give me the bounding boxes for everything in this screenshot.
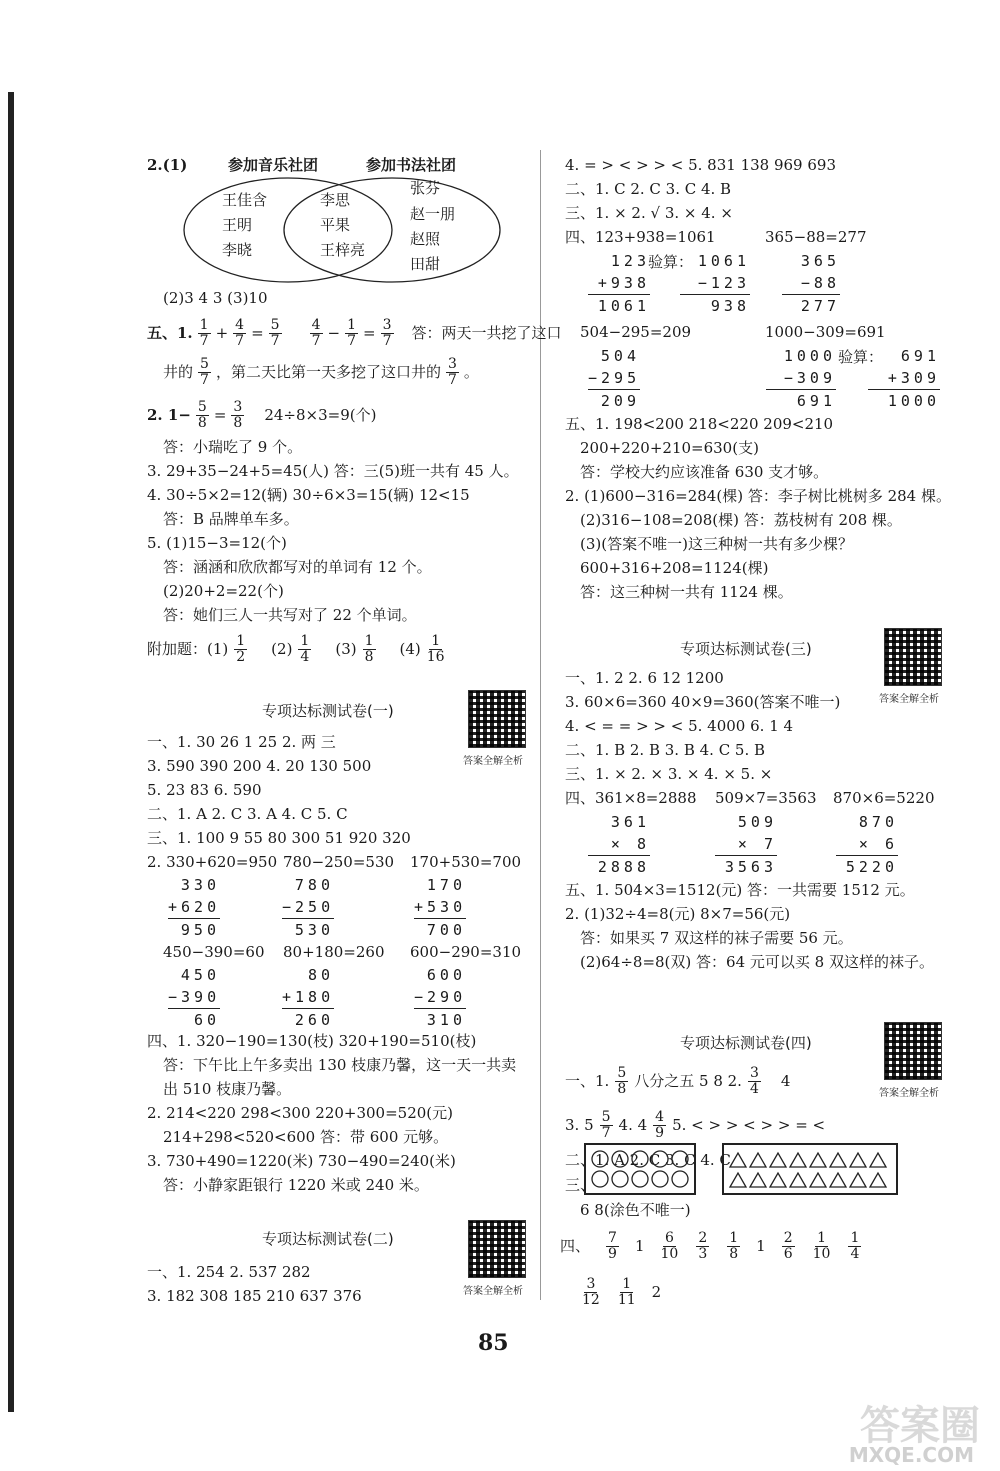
qr-code-icon[interactable] <box>884 628 942 686</box>
watermark-logo: 答案圈 <box>860 1403 980 1449</box>
w4: 4. 30÷5×2=12(辆) 30÷6×3=15(辆) 12<15 <box>147 486 470 504</box>
c5: 三、1. × 2. × 3. × 4. × 5. × <box>565 765 773 783</box>
fraction: $\frac{2}{6}$ <box>783 1229 793 1262</box>
venn-left-2: 王明 <box>222 216 253 234</box>
d5-line: 四、 $\frac{7}{9}$ 1 $\frac{6}{10}$ $\frac{2}{3}$ $\frac{1}{8}$ 1 $\frac{2}{6}$ $\frac{1}{10}$ $\frac{1}{4}$ <box>560 1229 860 1262</box>
qr-code-icon[interactable] <box>884 1022 942 1080</box>
fraction: $\frac{4}{7}$ <box>235 316 245 349</box>
w1-answer: 答：两天一共挖了这口 <box>411 324 562 342</box>
a9-2: 214+298<520<600 答：带 600 元够。 <box>163 1128 449 1146</box>
fraction: $\frac{5}{8}$ <box>617 1064 627 1097</box>
d4-answer: 6 8(涂色不唯一) <box>580 1201 691 1219</box>
fraction: $\frac{1}{8}$ <box>364 632 374 665</box>
fraction: $\frac{5}{8}$ <box>197 398 207 431</box>
fraction: $\frac{1}{4}$ <box>850 1229 860 1262</box>
check-label: 验算： <box>648 253 694 271</box>
a6-3: 170+530=700 <box>410 853 522 871</box>
w4-answer: 答：B 品牌单车多。 <box>163 510 299 528</box>
triangles-box <box>722 1143 898 1195</box>
section-title-3: 专项达标测试卷(三) <box>680 640 812 658</box>
d2-line: 3. 5 $\frac{5}{7}$ 4. 4 $\frac{4}{9}$ 5. < > > < > > = < <box>565 1108 826 1141</box>
d6-line: $\frac{3}{12}$ $\frac{1}{11}$ 2 <box>582 1275 662 1308</box>
fraction: $\frac{5}{7}$ <box>200 355 209 388</box>
r5-2: 1000−309=691 <box>765 323 886 341</box>
fraction: $\frac{5}{7}$ <box>270 316 280 349</box>
c7: 五、1. 504×3=1512(元) 答：一共需要 1512 元。 <box>565 881 915 899</box>
fraction: $\frac{1}{8}$ <box>729 1229 739 1262</box>
fraction: $\frac{1}{16}$ <box>426 632 445 665</box>
w1-line-2: 井的 $\frac{5}{7}$ ，第二天比第一天多挖了这口井的 $\frac{3}{7}$ 。 <box>163 355 479 388</box>
venn-mid-3: 王梓亮 <box>320 241 366 259</box>
b1: 一、1. 254 2. 537 282 <box>147 1263 311 1281</box>
page-edge-shadow <box>8 92 14 1412</box>
venn-mid-1: 李思 <box>320 191 351 209</box>
d3: 二、1. A 2. C 3. C 4. C <box>565 1151 731 1169</box>
r7-3: (3)(答案不唯一)这三种树一共有多少棵？ <box>580 535 853 553</box>
r4-1: 四、123+938=1061 <box>565 228 716 246</box>
fraction: $\frac{1}{7}$ <box>347 316 357 349</box>
section-title-2: 专项达标测试卷(二) <box>262 1230 394 1248</box>
vertical-calc: 780 −250 530 <box>282 876 335 939</box>
c4: 二、1. B 2. B 3. B 4. C 5. B <box>565 741 766 759</box>
c8-answer: 答：如果买 7 双这样的袜子需要 56 元。 <box>580 929 853 947</box>
fraction: $\frac{4}{9}$ <box>655 1108 665 1141</box>
fraction: $\frac{3}{7}$ <box>447 355 457 388</box>
a8-answer-2: 出 510 枝康乃馨。 <box>163 1080 292 1098</box>
w5-2: (2)20+2=22(个) <box>163 582 284 600</box>
r7-2: (2)316−108=208(棵) 答：荔枝树有 208 棵。 <box>580 511 902 529</box>
c8: 2. (1)32÷4=8(元) 8×7=56(元) <box>565 905 791 923</box>
a3: 5. 23 83 6. 590 <box>147 781 262 799</box>
qr-code-icon[interactable] <box>468 1220 526 1278</box>
fraction: $\frac{1}{7}$ <box>199 316 209 349</box>
venn-right-1: 张芬 <box>410 179 441 197</box>
d4-label: 三、 <box>565 1176 596 1194</box>
r6: 五、1. 198<200 218<220 209<210 <box>565 415 834 433</box>
c6-1: 四、361×8=2888 <box>565 789 697 807</box>
fraction: $\frac{1}{11}$ <box>617 1275 636 1308</box>
a2: 3. 590 390 200 4. 20 130 500 <box>147 757 372 775</box>
extra-line: 附加题：(1) $\frac{1}{2}$ (2) $\frac{1}{4}$ (3) $\frac{1}{8}$ (4) $\frac{1}{16}$ <box>147 632 445 665</box>
vertical-calc: 330 +620 950 <box>168 876 221 939</box>
a8-answer: 答：下午比上午多卖出 130 枝康乃馨，这一天一共卖 <box>163 1056 517 1074</box>
b2: 3. 182 308 185 210 637 376 <box>147 1287 362 1305</box>
fraction: $\frac{6}{10}$ <box>660 1229 679 1262</box>
venn-mid-2: 平果 <box>320 216 351 234</box>
check-label: 验算： <box>838 348 884 366</box>
q2-2: (2)3 4 3 (3)10 <box>163 289 268 307</box>
triangles-icon <box>724 1145 896 1193</box>
qr-code-icon[interactable] <box>468 690 526 748</box>
w2-line: 2. 1− $\frac{5}{8}$ = $\frac{3}{8}$ 24÷8×3=9(个) <box>147 398 377 431</box>
venn-music-title: 参加音乐社团 <box>228 156 319 174</box>
section-title-4: 专项达标测试卷(四) <box>680 1034 812 1052</box>
qr-caption: 答案全解全析 <box>463 756 523 767</box>
fraction: $\frac{2}{3}$ <box>698 1229 708 1262</box>
vertical-calc: 1061 −123 938 <box>680 250 750 317</box>
a10: 3. 730+490=1220(米) 730−490=240(米) <box>147 1152 456 1170</box>
fraction: $\frac{5}{7}$ <box>601 1108 611 1141</box>
c6-3: 870×6=5220 <box>833 789 935 807</box>
vertical-calc: 504 −295 209 <box>588 347 641 410</box>
d1-line: 一、1. $\frac{5}{8}$ 八分之五 5 8 2. $\frac{3}{4}$ 4 <box>565 1064 791 1097</box>
a7-2: 80+180=260 <box>283 943 385 961</box>
circles-icon <box>586 1145 694 1193</box>
qr-caption: 答案全解全析 <box>879 1088 939 1099</box>
r6-2: 200+220+210=630(支) <box>580 439 759 457</box>
a10-answer: 答：小静家距银行 1220 米或 240 米。 <box>163 1176 429 1194</box>
w3: 3. 29+35−24+5=45(人) 答：三(5)班一共有 45 人。 <box>147 462 519 480</box>
c8-2: (2)64÷8=8(双) 答：64 元可以买 8 双这样的袜子。 <box>580 953 934 971</box>
w2-answer: 答：小瑞吃了 9 个。 <box>163 438 303 456</box>
q2-label: 2.(1) <box>147 156 188 174</box>
c3: 4. < = = > > < 5. 4000 6. 1 4 <box>565 717 794 735</box>
page-number: 85 <box>478 1330 509 1356</box>
fraction: $\frac{1}{2}$ <box>236 632 246 665</box>
a4: 二、1. A 2. C 3. A 4. C 5. C <box>147 805 348 823</box>
vertical-calc: 509 × 7 3563 <box>715 811 777 878</box>
w5-answer-2: 答：她们三人一共写对了 22 个单词。 <box>163 606 417 624</box>
venn-right-2: 赵一朋 <box>410 205 456 223</box>
vertical-calc: 80 +180 260 <box>282 966 335 1029</box>
vertical-calc: 170 +530 700 <box>414 876 467 939</box>
vertical-calc: 365 −88 277 <box>782 250 840 317</box>
fraction: $\frac{3}{12}$ <box>582 1275 600 1308</box>
c6-2: 509×7=3563 <box>715 789 817 807</box>
fraction: $\frac{3}{8}$ <box>233 398 243 431</box>
qr-caption: 答案全解全析 <box>463 1286 523 1297</box>
venn-left-1: 王佳含 <box>222 191 268 209</box>
vertical-calc: 361 × 8 2888 <box>588 811 650 878</box>
w5-answer-1: 答：涵涵和欣欣都写对的单词有 12 个。 <box>163 558 432 576</box>
venn-right-3: 赵照 <box>410 230 441 248</box>
circles-box <box>584 1143 696 1195</box>
a8: 四、1. 320−190=130(枝) 320+190=510(枝) <box>147 1032 477 1050</box>
a6-1: 2. 330+620=950 <box>147 853 278 871</box>
venn-left-3: 李晓 <box>222 241 253 259</box>
section-title-1: 专项达标测试卷(一) <box>262 702 394 720</box>
w5: 5. (1)15−3=12(个) <box>147 534 287 552</box>
fraction: $\frac{1}{10}$ <box>812 1229 831 1262</box>
fraction: $\frac{3}{4}$ <box>749 1064 759 1097</box>
w1-line: 五、1. $\frac{1}{7}$ + $\frac{4}{7}$ = $\frac{5}{7}$ $\frac{4}{7}$ − $\frac{1}{7}$ = $\frac{3}{7}$ 答：两天一共挖了这口 <box>147 316 562 349</box>
vertical-calc: 691 +309 1000 <box>868 345 940 412</box>
a1: 一、1. 30 26 1 25 2. 两 三 <box>147 733 336 751</box>
r3: 三、1. × 2. √ 3. × 4. × <box>565 204 733 222</box>
fraction: $\frac{3}{7}$ <box>382 316 392 349</box>
r1: 4. = > < > > < 5. 831 138 969 693 <box>565 156 837 174</box>
vertical-calc: 123 +938 1061 <box>588 250 650 317</box>
vertical-calc: 870 × 6 5220 <box>836 811 898 878</box>
c1: 一、1. 2 2. 6 12 1200 <box>565 669 724 687</box>
r7-answer: 答：这三种树一共有 1124 棵。 <box>580 583 793 601</box>
r5-1: 504−295=209 <box>580 323 692 341</box>
vertical-calc: 1000 −309 691 <box>766 345 836 412</box>
watermark-url: MXQE.COM <box>848 1443 974 1467</box>
vertical-calc: 450 −390 60 <box>168 966 221 1029</box>
a5: 三、1. 100 9 55 80 300 51 920 320 <box>147 829 411 847</box>
a7-1: 450−390=60 <box>163 943 265 961</box>
venn-calligraphy-title: 参加书法社团 <box>366 156 457 174</box>
a7-3: 600−290=310 <box>410 943 522 961</box>
r7-4: 600+316+208=1124(棵) <box>580 559 769 577</box>
fraction: $\frac{1}{4}$ <box>300 632 310 665</box>
fraction: $\frac{7}{9}$ <box>608 1229 617 1262</box>
fraction: $\frac{4}{7}$ <box>311 316 321 349</box>
c2: 3. 60×6=360 40×9=360(答案不唯一) <box>565 693 841 711</box>
vertical-calc: 600 −290 310 <box>414 966 467 1029</box>
a9: 2. 214<220 298<300 220+300=520(元) <box>147 1104 454 1122</box>
r4-2: 365−88=277 <box>765 228 867 246</box>
w1-label: 五、1. <box>147 324 193 342</box>
r6-answer: 答：学校大约应该准备 630 支才够。 <box>580 463 829 481</box>
qr-caption: 答案全解全析 <box>879 694 939 705</box>
r7: 2. (1)600−316=284(棵) 答：李子树比桃树多 284 棵。 <box>565 487 951 505</box>
a6-2: 780−250=530 <box>283 853 395 871</box>
r2: 二、1. C 2. C 3. C 4. B <box>565 180 732 198</box>
venn-right-4: 田甜 <box>410 255 441 273</box>
